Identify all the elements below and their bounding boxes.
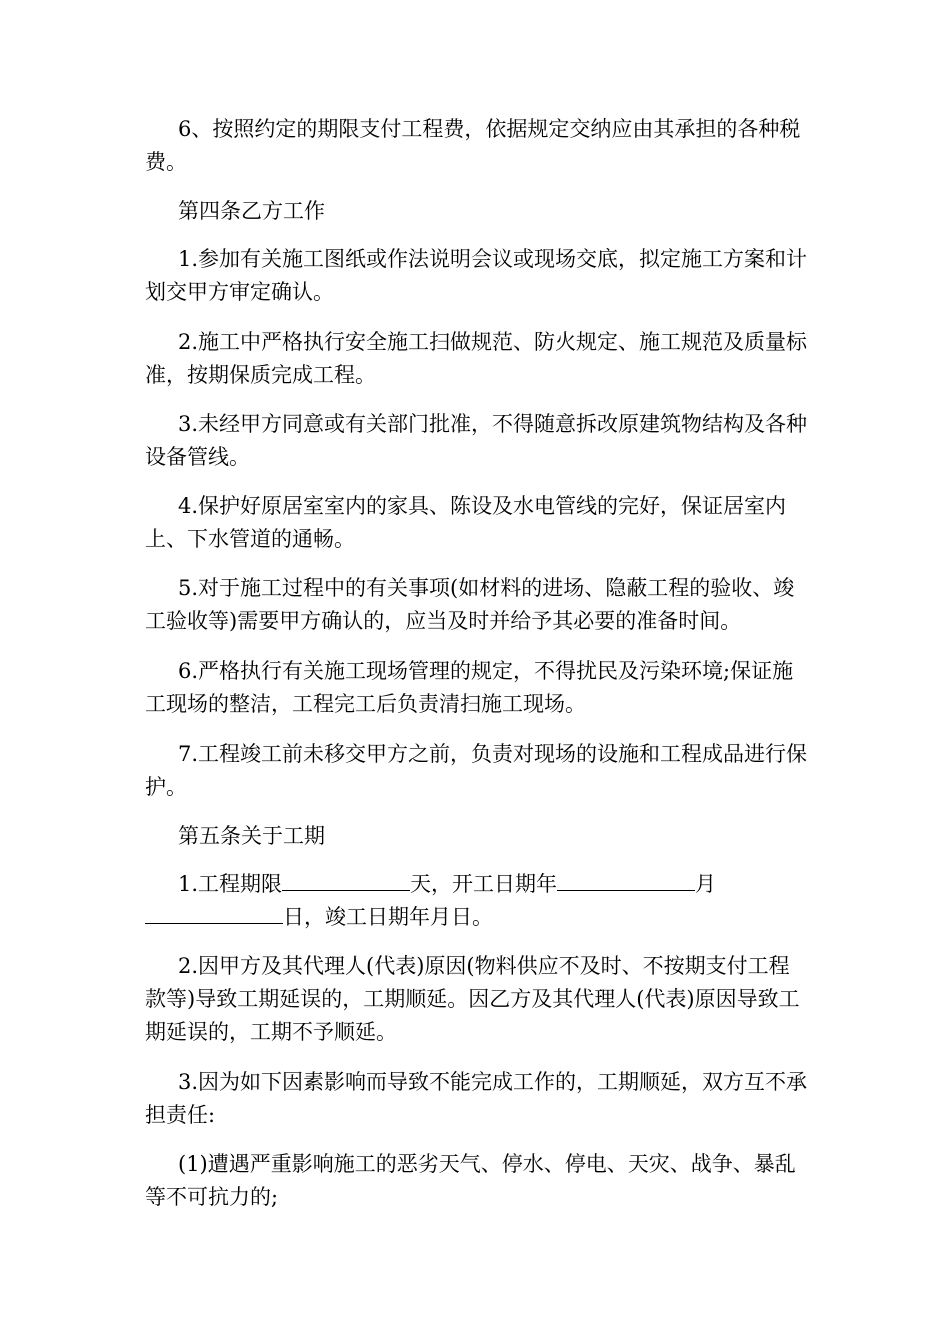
paragraph-extension-clause: 3.因为如下因素影响而导致不能完成工作的，工期顺延，双方互不承担责任:	[145, 1070, 808, 1127]
duration-text-3: 月	[695, 872, 717, 896]
paragraph-duration	[145, 868, 810, 934]
duration-text-4: 日，竣工日期年月日。	[283, 905, 493, 929]
paragraph-delay-clause: 2.因甲方及其代理人(代表)原因(物料供应不及时、不按期支付工程款等)导致工期延误的，工期顺延。因乙方及其代理人(代表)原因导致工期延误的，工期不予顺延。	[145, 954, 800, 1044]
end-date-blank[interactable]	[145, 901, 283, 924]
paragraph-payment-taxes: 6、按照约定的期限支付工程费，依据规定交纳应由其承担的各种税费。	[145, 117, 801, 174]
paragraph-item-6: 6.严格执行有关施工现场管理的规定，不得扰民及污染环境;保证施工现场的整洁，工程完工后负责清扫施工现场。	[145, 659, 794, 716]
start-date-blank[interactable]	[557, 868, 695, 891]
duration-days-blank[interactable]	[282, 868, 410, 891]
paragraph-item-7: 7.工程竣工前未移交甲方之前，负责对现场的设施和工程成品进行保护。	[145, 742, 808, 799]
duration-text-1: 1.工程期限	[178, 872, 283, 896]
duration-text-2: 天，开工日期年	[410, 872, 558, 896]
paragraph-item-5: 5.对于施工过程中的有关事项(如材料的进场、隐蔽工程的验收、竣工验收等)需要甲方确认的，应当及时并给予其必要的准备时间。	[145, 576, 795, 633]
paragraph-item-2: 2.施工中严格执行安全施工扫做规范、防火规定、施工规范及质量标准，按期保质完成工程。	[145, 330, 808, 387]
paragraph-force-majeure: (1)遭遇严重影响施工的恶劣天气、停水、停电、天灾、战争、暴乱等不可抗力的;	[145, 1152, 796, 1209]
heading-article-5: 第五条关于工期	[178, 824, 325, 848]
paragraph-item-3: 3.未经甲方同意或有关部门批准，不得随意拆改原建筑物结构及各种设备管线。	[145, 412, 808, 469]
heading-article-4: 第四条乙方工作	[178, 199, 325, 223]
paragraph-item-1: 1.参加有关施工图纸或作法说明会议或现场交底，拟定施工方案和计划交甲方审定确认。	[145, 247, 808, 304]
paragraph-item-4: 4.保护好原居室室内的家具、陈设及水电管线的完好，保证居室内上、下水管道的通畅。	[145, 494, 787, 551]
